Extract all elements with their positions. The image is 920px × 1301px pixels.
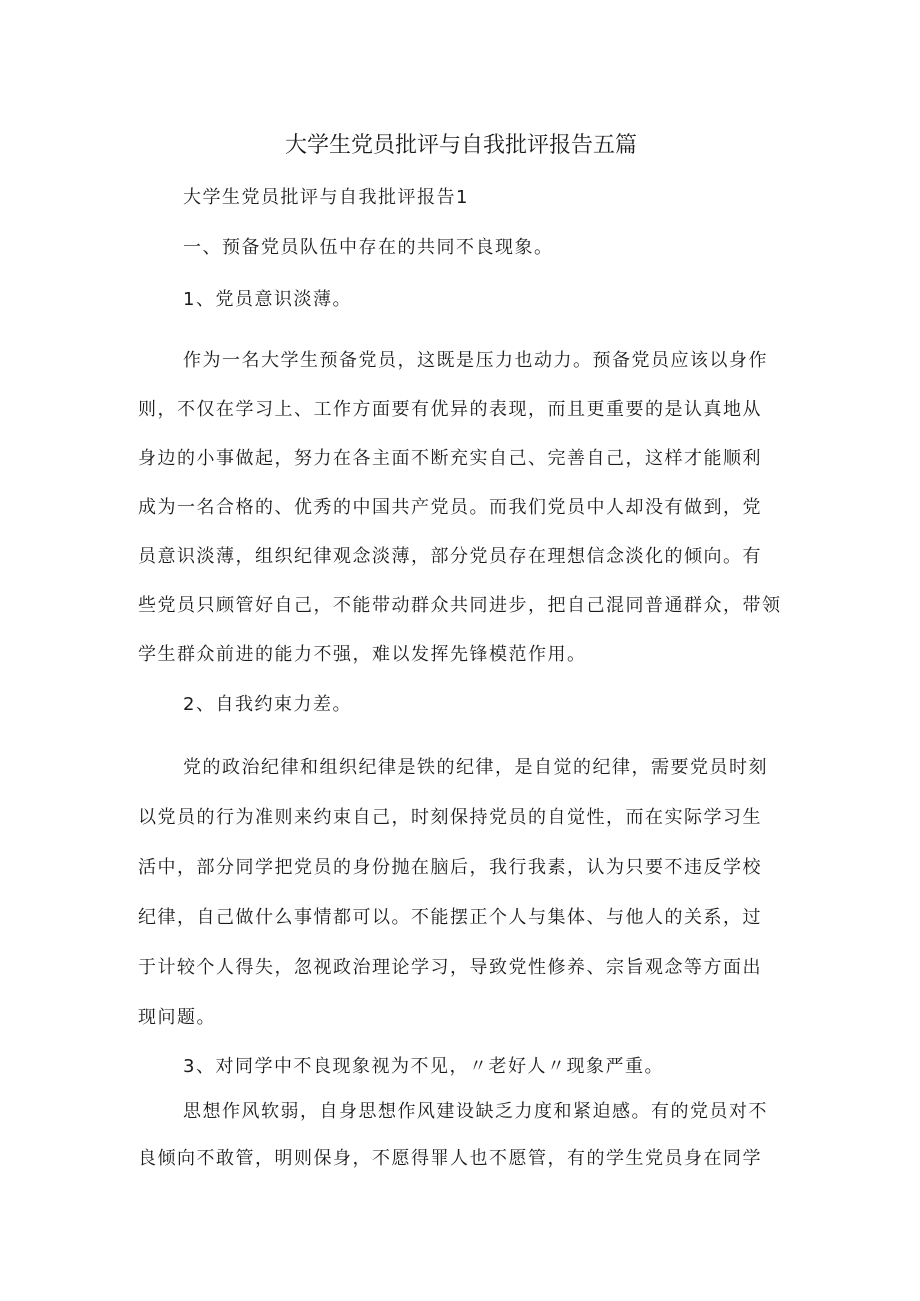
paragraph-line: 活中，部分同学把党员的身份抛在脑后，我行我素，认为只要不违反学校 bbox=[138, 857, 762, 878]
section-heading: 一、预备党员队伍中存在的共同不良现象。 bbox=[183, 237, 554, 258]
paragraph-line: 良倾向不敢管，明则保身，不愿得罪人也不愿管，有的学生党员身在同学 bbox=[138, 1148, 762, 1169]
paragraph-line: 些党员只顾管好自己，不能带动群众共同进步，把自己混同普通群众，带领 bbox=[138, 595, 782, 616]
point-heading-1: 1、党员意识淡薄。 bbox=[183, 289, 352, 310]
paragraph-line: 思想作风软弱，自身思想作风建设缺乏力度和紧迫感。有的党员对不 bbox=[183, 1101, 768, 1122]
paragraph-line: 纪律，自己做什么事情都可以。不能摆正个人与集体、与他人的关系，过 bbox=[138, 907, 762, 928]
paragraph-line: 学生群众前进的能力不强，难以发挥先锋模范作用。 bbox=[138, 644, 587, 665]
paragraph-line: 现问题。 bbox=[138, 1007, 216, 1028]
paragraph-line: 党的政治纪律和组织纪律是铁的纪律，是自觉的纪律，需要党员时刻 bbox=[183, 757, 768, 778]
paragraph-line: 身边的小事做起，努力在各主面不断充实自己、完善自己，这样才能顺利 bbox=[138, 448, 762, 469]
paragraph-line: 以党员的行为准则来约束自己，时刻保持党员的自觉性，而在实际学习生 bbox=[138, 807, 762, 828]
paragraph-line: 员意识淡薄，组织纪律观念淡薄，部分党员存在理想信念淡化的倾向。有 bbox=[138, 546, 762, 567]
document-title: 大学生党员批评与自我批评报告五篇 bbox=[284, 133, 637, 158]
paragraph-line: 则，不仅在学习上、工作方面要有优异的表现，而且更重要的是认真地从 bbox=[138, 399, 762, 420]
point-heading-3: 3、对同学中不良现象视为不见，〃老好人〃现象严重。 bbox=[183, 1056, 664, 1077]
paragraph-line: 作为一名大学生预备党员，这既是压力也动力。预备党员应该以身作 bbox=[183, 350, 768, 371]
paragraph-line: 成为一名合格的、优秀的中国共产党员。而我们党员中人却没有做到，党 bbox=[138, 497, 762, 518]
report-subtitle: 大学生党员批评与自我批评报告1 bbox=[183, 187, 469, 208]
paragraph-line: 于计较个人得失，忽视政治理论学习，导致党性修养、宗旨观念等方面出 bbox=[138, 957, 762, 978]
point-heading-2: 2、自我约束力差。 bbox=[183, 694, 352, 715]
